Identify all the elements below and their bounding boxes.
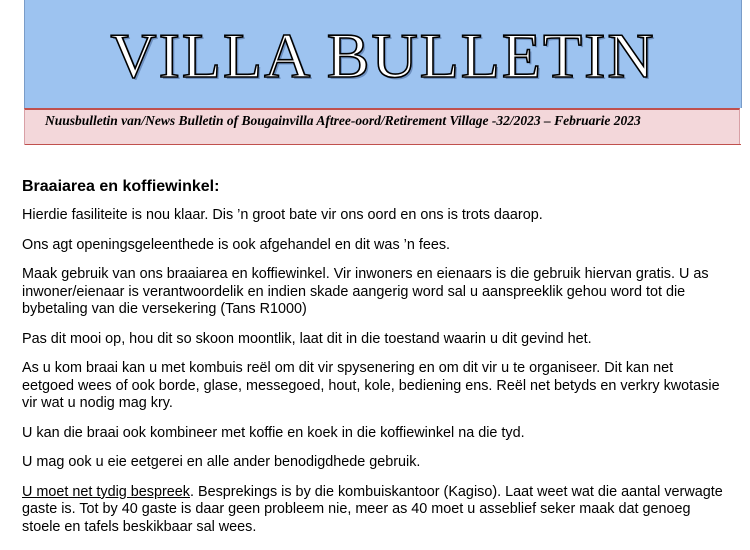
paragraph: Hierdie fasiliteite is nou klaar. Dis ’n groot bate vir ons oord en ons is trots daarop. <box>22 207 543 223</box>
paragraph: U mag ook u eie eetgerei en alle ander benodigdhede gebruik. <box>22 454 421 470</box>
masthead-title: VILLA BULLETIN <box>110 20 656 91</box>
paragraph: Pas dit mooi op, hou dit so skoon moontlik, laat dit in die toestand waarin u dit gevind het. <box>22 330 592 347</box>
paragraph: As u kom braai kan u met kombuis reël om dit vir spysenering en om dit vir u te organiseer. Dit kan net eetgoed wees of ook borde, glase, messegoed, hout, kole, bediening ens. Reël net betyds en verkry kwotasie vir wat u nodig mag kry. <box>22 360 720 411</box>
paragraph: Ons agt openingsgeleenthede is ook afgehandel en dit was ’n fees. <box>22 236 451 253</box>
booking-details: . Besprekings is by die kombuiskantoor (Kagiso). Laat weet wat die aantal verwagte gaste is. Tot by 40 gaste is daar geen probleem nie, meer as 40 moet u asseblief seker maak dat genoeg stoele en tafels beskikbaar sal wees. <box>22 483 723 535</box>
section-heading: Braaiarea en koffiewinkel: <box>22 178 220 195</box>
booking-emphasis: U moet net tydig bespreek <box>22 483 190 500</box>
masthead-subtitle-bar <box>24 108 740 145</box>
masthead-subtitle: Nuusbulletin van/News Bulletin of Bougainvilla Aftree-oord/Retirement Village -32/2023 – Februarie 2023 <box>45 113 641 128</box>
booking-paragraph <box>22 484 728 537</box>
subtitle-divider <box>25 144 741 145</box>
article <box>22 178 728 548</box>
paragraph: Maak gebruik van ons braaiarea en koffiewinkel. Vir inwoners en eienaars is die gebruik hiervan gratis. U as inwoner/eienaar is verantwoordelik en indien skade aangerig word sal u aanspreeklik gehou word tot die bybetaling van die versekering (Tans R1000) <box>22 266 709 317</box>
paragraph: U kan die braai ook kombineer met koffie en koek in die koffiewinkel na die tyd. <box>22 424 525 441</box>
masthead-banner <box>24 0 742 108</box>
